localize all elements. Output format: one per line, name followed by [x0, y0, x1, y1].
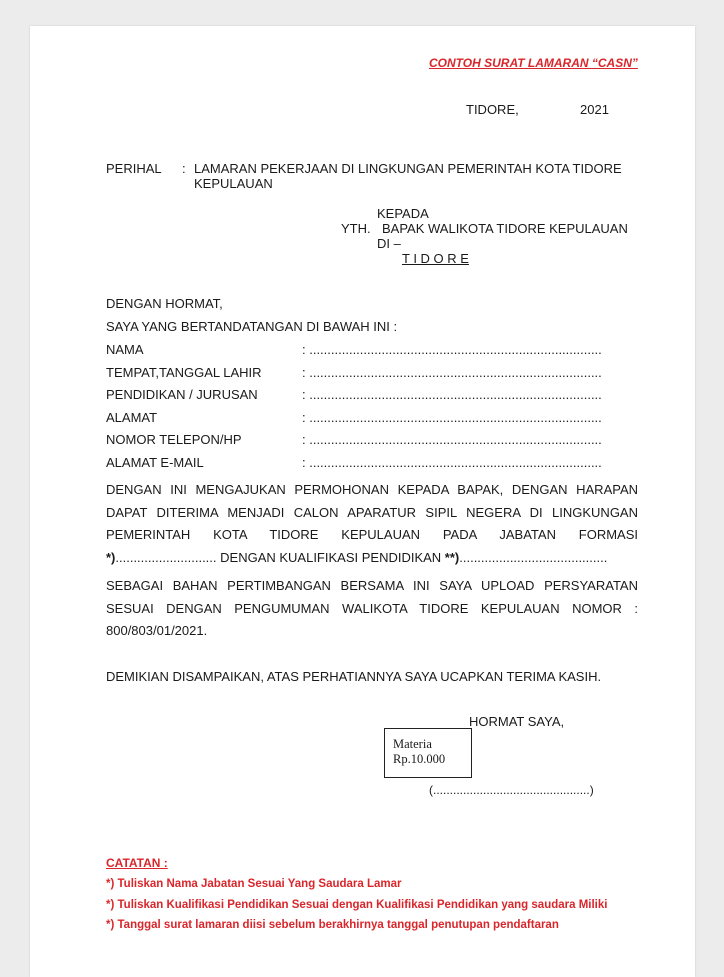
note-item: *) Tuliskan Nama Jabatan Sesuai Yang Saudara Lamar: [106, 878, 402, 890]
paragraph-line: DENGAN INI MENGAJUKAN PERMOHONAN KEPADA BAPAK, DENGAN HARAPAN: [106, 482, 638, 497]
greeting: DENGAN HORMAT,: [106, 296, 223, 311]
position-blank: ............................ DENGAN KUALIFIKASI PENDIDIKAN: [115, 550, 445, 566]
paragraph-consideration: [106, 575, 638, 643]
recipient-city: T I D O R E: [402, 251, 469, 266]
recipient-name: BAPAK WALIKOTA TIDORE KEPULAUAN: [382, 221, 628, 236]
field-blank: : .................................................................................: [302, 455, 602, 470]
form-row-pendidikan: [106, 387, 602, 403]
subject-line-1: LAMARAN PEKERJAAN DI LINGKUNGAN PEMERINTAH KOTA TIDORE: [194, 161, 622, 176]
field-label: TEMPAT,TANGGAL LAHIR: [106, 365, 262, 380]
paragraph-line: DAPAT DITERIMA MENJADI CALON APARATUR SIPIL NEGERA DI LINGKUNGAN: [106, 504, 638, 520]
recipient-yth: YTH.: [341, 221, 371, 236]
paragraph-application: [106, 479, 638, 570]
stamp-box: [384, 728, 472, 778]
signature-name-line: (...............................................): [429, 783, 594, 797]
paragraph-line: SEBAGAI BAHAN PERTIMBANGAN BERSAMA INI SAYA UPLOAD PERSYARATAN: [106, 578, 638, 593]
regards-text: HORMAT SAYA,: [469, 714, 565, 729]
subject-line-2: KEPULAUAN: [194, 176, 273, 191]
paragraph-line: SESUAI DENGAN PENGUMUMAN WALIKOTA TIDORE KEPULAUAN NOMOR :: [106, 600, 638, 616]
stamp-line-1: Materia: [393, 737, 432, 751]
notes-title: CATATAN :: [106, 856, 168, 870]
field-label: NOMOR TELEPON/HP: [106, 432, 242, 447]
recipient-kepada: KEPADA: [377, 206, 429, 221]
footnote-mark-2: **): [444, 550, 460, 566]
field-blank: : .................................................................................: [302, 432, 602, 447]
form-row-telepon: [106, 432, 602, 448]
recipient-di: DI –: [377, 236, 401, 251]
field-blank: : .................................................................................: [302, 387, 602, 402]
intro-text: SAYA YANG BERTANDATANGAN DI BAWAH INI :: [106, 319, 398, 334]
field-blank: : .................................................................................: [302, 410, 602, 425]
field-label: ALAMAT: [106, 410, 158, 425]
letter-page: [30, 26, 695, 977]
form-row-alamat: [106, 410, 602, 426]
field-label: ALAMAT E-MAIL: [106, 455, 204, 470]
form-row-nama: [106, 342, 602, 358]
paragraph-line: 800/803/01/2021.: [106, 623, 208, 639]
note-item: *) Tanggal surat lamaran diisi sebelum berakhirnya tanggal penutupan pendaftaran: [106, 919, 559, 931]
footnote-mark-1: *): [106, 550, 116, 566]
template-title: CONTOH SURAT LAMARAN “CASN”: [429, 56, 638, 70]
closing-text: DEMIKIAN DISAMPAIKAN, ATAS PERHATIANNYA SAYA UCAPKAN TERIMA KASIH.: [106, 669, 602, 684]
field-label: NAMA: [106, 342, 144, 357]
paragraph-line: PEMERINTAH KOTA TIDORE KEPULAUAN PADA JABATAN FORMASI: [106, 527, 638, 543]
stamp-line-2: Rp.10.000: [393, 752, 446, 766]
subject-colon: :: [182, 161, 186, 176]
letter-place: TIDORE,: [466, 102, 519, 117]
field-blank: : .................................................................................: [302, 365, 602, 380]
qualification-blank: .........................................: [459, 550, 608, 566]
field-blank: : .................................................................................: [302, 342, 602, 357]
subject-label: PERIHAL: [106, 161, 162, 176]
field-label: PENDIDIKAN / JURUSAN: [106, 387, 258, 402]
letter-year: 2021: [580, 102, 609, 117]
form-row-tempat-tanggal-lahir: [106, 365, 602, 381]
paragraph-line: [106, 547, 638, 570]
form-row-email: [106, 455, 602, 471]
note-item: *) Tuliskan Kualifikasi Pendidikan Sesuai dengan Kualifikasi Pendidikan yang saudara Miliki: [106, 899, 608, 911]
